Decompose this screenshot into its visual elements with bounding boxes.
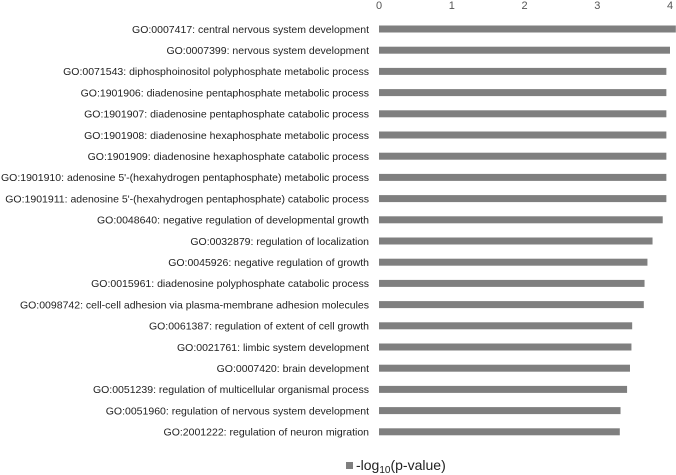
category-label: GO:0098742: cell-cell adhesion via plasma-membrane adhesion molecules xyxy=(19,299,369,312)
category-label: GO:1901908: diadenosine hexaphosphate metabolic process xyxy=(84,129,369,142)
category-label: GO:0007417: central nervous system development xyxy=(132,23,369,36)
category-label: GO:1901906: diadenosine pentaphosphate metabolic process xyxy=(80,87,369,100)
category-label: GO:1901911: adenosine 5'-(hexahydrogen pentaphosphate) catabolic process xyxy=(5,193,369,206)
x-tick-label: 1 xyxy=(448,0,455,12)
bar xyxy=(379,26,676,33)
bar xyxy=(379,216,663,223)
bar xyxy=(379,280,645,287)
bar xyxy=(379,322,632,329)
x-tick-label: 3 xyxy=(594,0,601,12)
bar xyxy=(379,132,666,139)
legend-label xyxy=(356,457,446,475)
bar xyxy=(379,344,631,351)
bar xyxy=(379,301,644,308)
legend-label-sub: 10 xyxy=(379,465,391,475)
category-label: GO:0032879: regulation of localization xyxy=(190,235,369,248)
bar xyxy=(379,47,670,54)
legend xyxy=(346,457,446,475)
category-label: GO:1901907: diadenosine pentaphosphate catabolic process xyxy=(84,108,369,121)
x-tick-label: 0 xyxy=(375,0,383,12)
bar xyxy=(379,153,666,160)
category-label: GO:1901909: diadenosine hexaphosphate catabolic process xyxy=(87,151,369,163)
bar xyxy=(379,68,666,75)
category-label: GO:0048640: negative regulation of developmental growth xyxy=(96,214,369,227)
category-label: GO:0045926: negative regulation of growth xyxy=(168,257,369,269)
legend-label-suffix: (p-value) xyxy=(390,457,446,473)
bar xyxy=(379,174,666,181)
x-tick-label: 4 xyxy=(666,0,674,12)
category-label: GO:2001222: regulation of neuron migration xyxy=(163,426,369,439)
category-label: GO:0007399: nervous system development xyxy=(166,45,369,57)
bar xyxy=(379,195,666,202)
bar xyxy=(379,110,666,117)
bar xyxy=(379,386,627,393)
x-tick-label: 2 xyxy=(521,0,528,12)
bar xyxy=(379,259,647,266)
bar xyxy=(379,428,620,435)
category-label: GO:0015961: diadenosine polyphosphate catabolic process xyxy=(91,278,369,291)
bar xyxy=(379,407,621,414)
category-label: GO:0061387: regulation of extent of cell growth xyxy=(148,320,369,333)
bar xyxy=(379,89,666,96)
legend-swatch xyxy=(346,462,353,469)
x-axis xyxy=(376,0,673,12)
bar xyxy=(379,365,630,372)
bar xyxy=(379,238,653,245)
category-label: GO:0071543: diphosphoinositol polyphosphate metabolic process xyxy=(63,66,369,79)
category-label: GO:0021761: limbic system development xyxy=(176,341,369,354)
category-label: GO:0007420: brain development xyxy=(216,363,369,375)
category-label: GO:1901910: adenosine 5'-(hexahydrogen pentaphosphate) metabolic process xyxy=(0,172,369,185)
category-labels xyxy=(1,24,369,439)
bars xyxy=(379,26,676,436)
legend-label-prefix: -log xyxy=(356,457,380,473)
category-label: GO:0051960: regulation of nervous system development xyxy=(105,405,369,418)
category-label: GO:0051239: regulation of multicellular organismal process xyxy=(92,384,369,397)
